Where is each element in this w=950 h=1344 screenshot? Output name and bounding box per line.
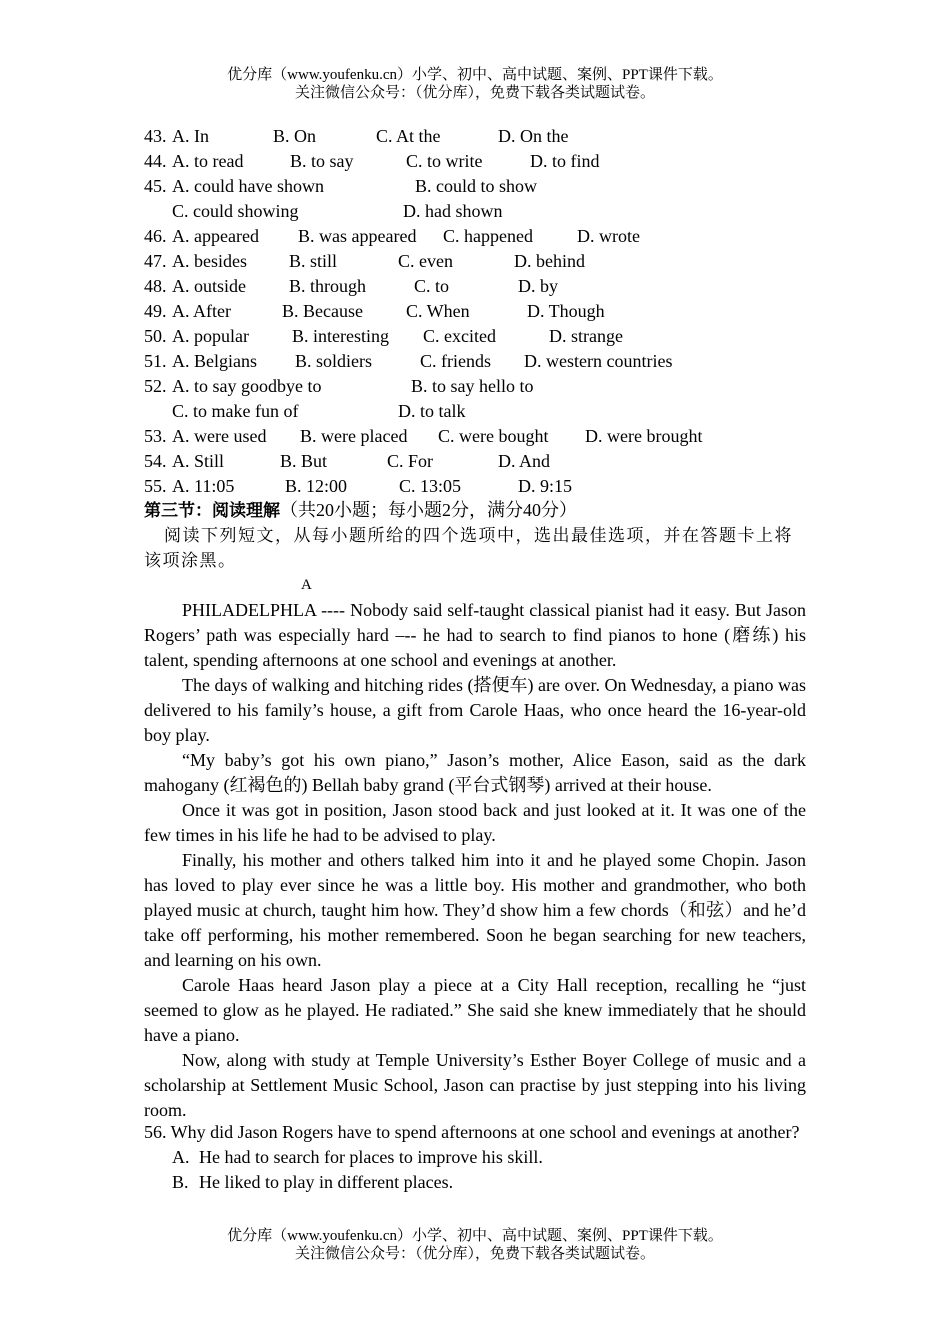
section-title bbox=[144, 498, 577, 524]
option-c: C. happened bbox=[443, 226, 533, 246]
option-a: A. After bbox=[172, 301, 231, 321]
option-b: B. were placed bbox=[300, 426, 408, 446]
option-a: A. to say goodbye to bbox=[172, 376, 322, 396]
question-number: 54. bbox=[144, 451, 167, 471]
option-d: D. And bbox=[498, 451, 551, 471]
option-c: C. 13:05 bbox=[399, 476, 462, 496]
option-c: C. were bought bbox=[438, 426, 549, 446]
passage-paragraph: Now, along with study at Temple University’s Esther Boyer College of music and a scholarship at Settlement Music School, Jason can practise by just stepping into his living room. bbox=[144, 1050, 806, 1120]
option-c: C. to make fun of bbox=[172, 401, 299, 421]
choice-text: He had to search for places to improve his skill. bbox=[199, 1147, 543, 1167]
passage-paragraph: Once it was got in position, Jason stood back and just looked at it. It was one of the few times in his life he had to be advised to play. bbox=[144, 800, 806, 845]
option-a: A. could have shown bbox=[172, 176, 324, 196]
option-c: C. For bbox=[387, 451, 434, 471]
option-a: A. In bbox=[172, 126, 209, 146]
header-line-1: 优分库（www.youfenku.cn）小学、初中、高中试题、案例、PPT课件下载。 bbox=[227, 67, 723, 83]
section-instructions: 阅读下列短文，从每小题所给的四个选项中，选出最佳选项，并在答题卡上将该项涂黑。 bbox=[144, 526, 793, 570]
footer-line-2: 关注微信公众号：（优分库），免费下载各类试题试卷。 bbox=[294, 1246, 655, 1262]
header-line-2: 关注微信公众号：（优分库），免费下载各类试题试卷。 bbox=[294, 85, 655, 101]
option-d: D. 9:15 bbox=[518, 476, 572, 496]
option-b: B. to say bbox=[290, 151, 354, 171]
option-d: D. by bbox=[518, 276, 558, 296]
option-d: D. On the bbox=[498, 126, 569, 146]
option-a: A. 11:05 bbox=[172, 476, 235, 496]
option-d: D. behind bbox=[514, 251, 585, 271]
option-b: B. through bbox=[289, 276, 367, 296]
option-b: B. to say hello to bbox=[411, 376, 534, 396]
option-a: A. were used bbox=[172, 426, 267, 446]
option-a: A. to read bbox=[172, 151, 244, 171]
question-number: 45. bbox=[144, 176, 167, 196]
question-stem: 56. Why did Jason Rogers have to spend afternoons at one school and evenings at another? bbox=[144, 1122, 800, 1142]
option-c: C. friends bbox=[420, 351, 491, 371]
question-number: 48. bbox=[144, 276, 167, 296]
question-number: 47. bbox=[144, 251, 167, 271]
option-a: A. popular bbox=[172, 326, 249, 346]
option-b: B. Because bbox=[282, 301, 363, 321]
choice-letter: A. bbox=[172, 1147, 190, 1167]
option-c: C. At the bbox=[376, 126, 441, 146]
page-footer bbox=[0, 1227, 950, 1263]
section-note: （共20小题；每小题2分，满分40分） bbox=[280, 500, 577, 520]
passage-paragraph: Carole Haas heard Jason play a piece at a City Hall reception, recalling he “just seemed to glow as he played. He radiated.” She said she knew immediately that he should have a piano. bbox=[144, 975, 806, 1045]
choice-text: He liked to play in different places. bbox=[199, 1172, 454, 1192]
option-b: B. soldiers bbox=[295, 351, 373, 371]
option-a: A. outside bbox=[172, 276, 246, 296]
option-c: C. could showing bbox=[172, 201, 299, 221]
question-number: 44. bbox=[144, 151, 167, 171]
section-heading: 第三节：阅读理解 bbox=[144, 501, 280, 521]
option-c: C. excited bbox=[423, 326, 496, 346]
question-number: 50. bbox=[144, 326, 167, 346]
reading-passage bbox=[144, 598, 806, 1123]
footer-line-1: 优分库（www.youfenku.cn）小学、初中、高中试题、案例、PPT课件下载。 bbox=[227, 1228, 723, 1244]
option-b: B. On bbox=[273, 126, 317, 146]
option-d: D. Though bbox=[527, 301, 605, 321]
passage-paragraph: Finally, his mother and others talked him into it and he played some Chopin. Jason has loved to play ever since he was a little boy. His mother and grandmother, who both played music at church, taught him how. They’d show him a few chords（和弦）and he’d take off performing, his mother remembered. Soon he began searching for new teachers, and learning on his own. bbox=[144, 850, 806, 970]
option-c: C. When bbox=[406, 301, 470, 321]
option-b: B. was appeared bbox=[298, 226, 417, 246]
passage-label: A bbox=[301, 577, 312, 593]
option-c: C. to write bbox=[406, 151, 483, 171]
option-a: A. Belgians bbox=[172, 351, 257, 371]
question-number: 53. bbox=[144, 426, 167, 446]
option-d: D. were brought bbox=[585, 426, 703, 446]
choice-a bbox=[144, 1145, 806, 1170]
question-number: 51. bbox=[144, 351, 167, 371]
question-number: 55. bbox=[144, 476, 167, 496]
option-d: D. strange bbox=[549, 326, 623, 346]
option-b: B. still bbox=[289, 251, 338, 271]
question-number: 49. bbox=[144, 301, 167, 321]
question-56 bbox=[144, 1120, 806, 1195]
option-a: A. Still bbox=[172, 451, 225, 471]
passage-paragraph: “My baby’s got his own piano,” Jason’s mother, Alice Eason, said as the dark mahogany (红褐色的) Bellah baby grand (平台式钢琴) arrived at their house. bbox=[144, 750, 806, 795]
question-number: 52. bbox=[144, 376, 167, 396]
passage-paragraph: PHILADELPHLA ---- Nobody said self-taught classical pianist had it easy. But Jason Rogers’ path was especially hard –-- he had to search to find pianos to hone (磨练) his talent, spending afternoons at one school and evenings at another. bbox=[144, 600, 806, 670]
option-d: D. wrote bbox=[577, 226, 640, 246]
option-d: D. western countries bbox=[524, 351, 673, 371]
question-number: 43. bbox=[144, 126, 167, 146]
choice-letter: B. bbox=[172, 1172, 189, 1192]
page-header bbox=[0, 66, 950, 102]
option-b: B. interesting bbox=[292, 326, 389, 346]
option-a: A. appeared bbox=[172, 226, 259, 246]
option-b: B. could to show bbox=[415, 176, 538, 196]
option-a: A. besides bbox=[172, 251, 247, 271]
option-c: C. to bbox=[414, 276, 450, 296]
choice-b bbox=[144, 1170, 806, 1195]
option-c: C. even bbox=[398, 251, 453, 271]
passage-paragraph: The days of walking and hitching rides (搭便车) are over. On Wednesday, a piano was delivered to his family’s house, a gift from Carole Haas, who once heard the 16-year-old boy play. bbox=[144, 675, 806, 745]
option-d: D. to talk bbox=[398, 401, 466, 421]
question-number: 46. bbox=[144, 226, 167, 246]
option-d: D. to find bbox=[530, 151, 600, 171]
option-b: B. 12:00 bbox=[285, 476, 348, 496]
option-d: D. had shown bbox=[403, 201, 503, 221]
option-b: B. But bbox=[280, 451, 328, 471]
